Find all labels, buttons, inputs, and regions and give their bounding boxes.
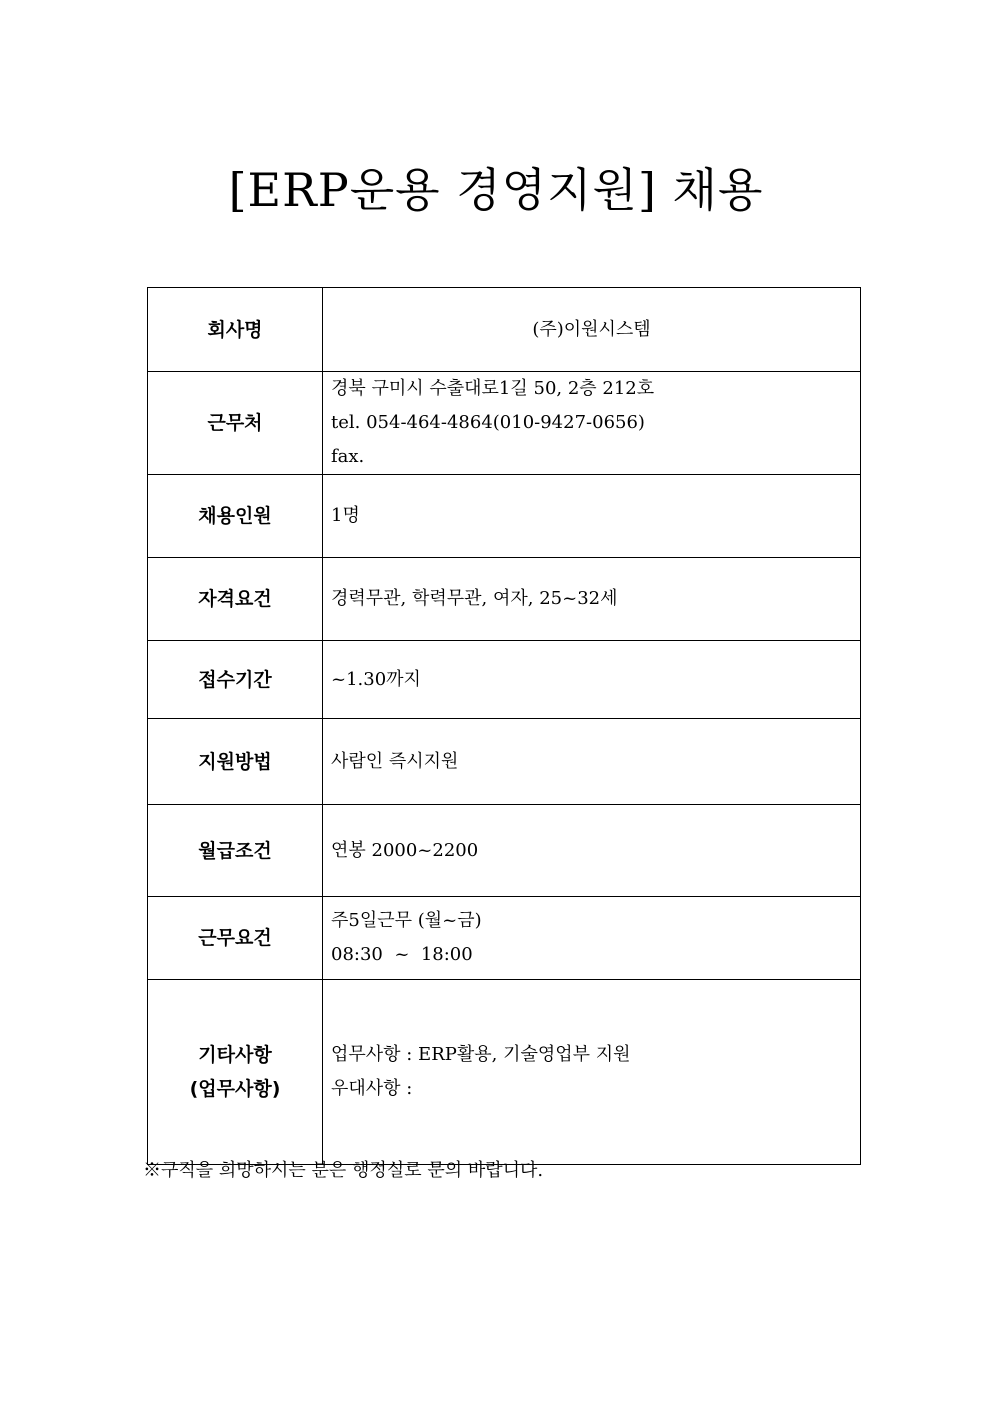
label-text: 근무요건 bbox=[198, 927, 272, 949]
value-text: 경북 구미시 수출대로1길 50, 2층 212호 bbox=[331, 378, 655, 399]
value-text: fax. bbox=[331, 446, 365, 467]
value-text: 연봉 2000~2200 bbox=[331, 839, 479, 861]
value-text: ~1.30까지 bbox=[331, 668, 421, 690]
row-value bbox=[323, 288, 861, 372]
table-row-salary bbox=[148, 805, 861, 897]
table-row-application-method bbox=[148, 719, 861, 805]
row-label bbox=[148, 980, 323, 1165]
row-label bbox=[148, 558, 323, 641]
label-text: 월급조건 bbox=[198, 839, 272, 862]
footnote: ※구직을 희망하시는 분은 행정실로 문의 바랍니다. bbox=[143, 1160, 544, 1181]
value-text: 주5일근무 (월~금) bbox=[331, 910, 482, 931]
label-text: 채용인원 bbox=[198, 505, 272, 527]
row-value bbox=[323, 372, 861, 475]
label-text: 근무처 bbox=[207, 412, 263, 434]
table-row-application-period bbox=[148, 641, 861, 719]
label-text: 회사명 bbox=[207, 318, 263, 341]
row-label bbox=[148, 372, 323, 475]
value-text: 08:30 ~ 18:00 bbox=[331, 944, 473, 965]
table-row-work-conditions bbox=[148, 897, 861, 980]
table-row-headcount bbox=[148, 475, 861, 558]
value-text: (주)이원시스템 bbox=[532, 318, 651, 340]
row-label bbox=[148, 897, 323, 980]
value-text: 경력무관, 학력무관, 여자, 25~32세 bbox=[331, 588, 618, 609]
row-label bbox=[148, 719, 323, 805]
row-value bbox=[323, 897, 861, 980]
row-value bbox=[323, 719, 861, 805]
value-text: 사람인 즉시지원 bbox=[331, 750, 459, 772]
row-label bbox=[148, 805, 323, 897]
label-text: 기타사항 bbox=[198, 1044, 272, 1066]
value-text: 업무사항 : ERP활용, 기술영업부 지원 bbox=[331, 1044, 631, 1065]
row-label bbox=[148, 288, 323, 372]
row-value bbox=[323, 641, 861, 719]
value-text: tel. 054-464-4864(010-9427-0656) bbox=[331, 412, 645, 433]
job-info-table bbox=[147, 287, 861, 1165]
label-text: 자격요건 bbox=[198, 588, 272, 610]
row-value bbox=[323, 805, 861, 897]
row-label bbox=[148, 475, 323, 558]
value-text: 우대사항 : bbox=[331, 1078, 413, 1099]
row-value bbox=[323, 558, 861, 641]
label-text: (업무사항) bbox=[189, 1078, 281, 1100]
row-label bbox=[148, 641, 323, 719]
table-row-company bbox=[148, 288, 861, 372]
table-row-other bbox=[148, 980, 861, 1165]
table-row-qualifications bbox=[148, 558, 861, 641]
value-text: 1명 bbox=[331, 505, 360, 526]
label-text: 지원방법 bbox=[198, 750, 272, 773]
page-title: [ERP운용 경영지원] 채용 bbox=[228, 163, 764, 217]
row-value bbox=[323, 475, 861, 558]
table-row-workplace bbox=[148, 372, 861, 475]
row-value bbox=[323, 980, 861, 1165]
label-text: 접수기간 bbox=[198, 668, 272, 691]
